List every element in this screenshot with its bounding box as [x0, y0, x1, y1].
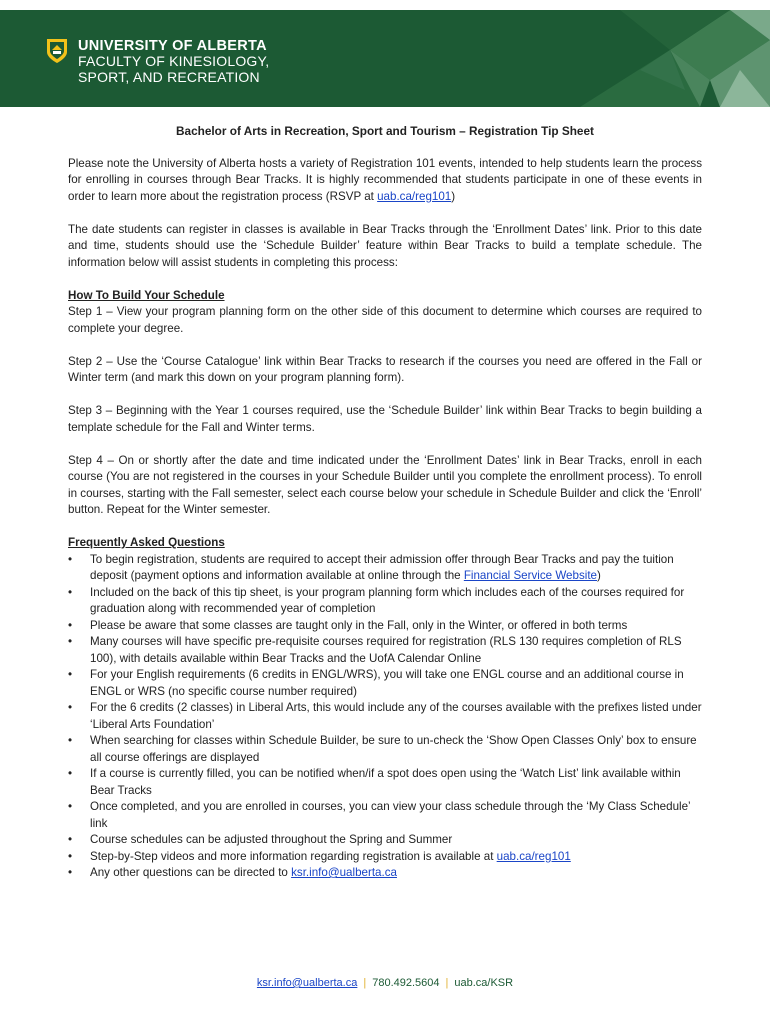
faq-list — [68, 552, 702, 882]
financial-service-link[interactable]: Financial Service Website — [463, 569, 597, 582]
faq-item: • Included on the back of this tip sheet, is your program planning form which includes each of the courses required for graduation along with recommended year of completion — [68, 585, 702, 618]
footer-web: uab.ca/KSR — [454, 977, 514, 989]
footer-phone: 780.492.5604 — [372, 977, 440, 989]
faculty-name-line1: FACULTY OF KINESIOLOGY, — [78, 53, 270, 69]
faq-heading: Frequently Asked Questions — [68, 536, 225, 549]
build-schedule-heading: How To Build Your Schedule — [68, 288, 225, 302]
faq-item: • When searching for classes within Schedule Builder, be sure to un-check the ‘Show Open Classes Only’ box to ensure all course offerings are displayed — [68, 733, 702, 766]
footer-separator: | — [363, 977, 367, 989]
faq-item: • Any other questions can be directed to ksr.info@ualberta.ca — [68, 865, 702, 882]
faq-item: • Step-by-Step videos and more information regarding registration is available at uab.ca/reg101 — [68, 849, 702, 866]
step-4: Step 4 – On or shortly after the date and time indicated under the ‘Enrollment Dates’ link in Bear Tracks, enroll in each course (You are not registered in the courses in your Schedule Builder until you complete the enrollment process). To enroll in courses, starting with the Fall semester, select each course below your schedule in Schedule Builder and click the ‘Enroll’ button. Repeat for the Winter semester. — [68, 453, 702, 516]
faculty-name-line2: SPORT, AND RECREATION — [78, 68, 260, 85]
faq-item: • Course schedules can be adjusted throughout the Spring and Summer — [68, 832, 702, 849]
intro-paragraph-1 — [68, 156, 702, 206]
faq-item: • Please be aware that some classes are taught only in the Fall, only in the Winter, or offered in both terms — [68, 618, 702, 635]
university-crest-icon — [46, 38, 68, 64]
footer-email-link[interactable]: ksr.info@ualberta.ca — [256, 977, 358, 989]
document-body — [68, 120, 702, 882]
faq-item: • For the 6 credits (2 classes) in Liberal Arts, this would include any of the courses available with the prefixes listed under ‘Liberal Arts Foundation’ — [68, 700, 702, 733]
reg101-link-faq[interactable]: uab.ca/reg101 — [496, 849, 571, 863]
step-3: Step 3 – Beginning with the Year 1 courses required, use the ‘Schedule Builder’ link within Bear Tracks to begin building a template schedule for the Fall and Winter terms. — [68, 404, 702, 434]
document-title: Bachelor of Arts in Recreation, Sport and Tourism – Registration Tip Sheet — [176, 124, 594, 138]
reg101-link[interactable]: uab.ca/reg101 — [377, 189, 452, 203]
decorative-polygon-pattern — [470, 10, 770, 107]
email-link-faq[interactable]: ksr.info@ualberta.ca — [291, 866, 397, 879]
faq-item: • To begin registration, students are required to accept their admission offer through Bear Tracks and pay the tuition deposit (payment options and information available at online through the Financial Service Website) — [68, 552, 702, 585]
faq-item: • For your English requirements (6 credits in ENGL/WRS), you will take one ENGL course and an additional course in ENGL or WRS (no specific course number required) — [68, 667, 702, 700]
intro-text: Please note the University of Alberta hosts a variety of Registration 101 events, intended to help students learn the process for enrolling in courses through Bear Tracks. It is highly recommended that students participate in one of these events in order to learn more about the registration process (RSVP at — [68, 156, 702, 203]
university-name: UNIVERSITY OF ALBERTA — [78, 38, 267, 54]
faq-item: • Many courses will have specific pre-requisite courses required for registration (RLS 130 requires completion of RLS 100), with details available within Bear Tracks and the UofA Calendar Online — [68, 634, 702, 667]
footer-separator: | — [445, 977, 449, 989]
step-1: Step 1 – View your program planning form on the other side of this document to determine which courses are required to complete your degree. — [68, 305, 702, 335]
intro-paragraph-2: The date students can register in classes is available in Bear Tracks through the ‘Enrollment Dates’ link. Prior to this date and time, students should use the ‘Schedule Builder’ feature within Bear Tracks to build a template schedule. The information below will assist students in completing this process: — [68, 222, 702, 269]
page-header — [0, 10, 770, 107]
faculty-wordmark — [78, 38, 269, 85]
page-footer — [0, 977, 770, 989]
faq-item: • If a course is currently filled, you can be notified when/if a spot does open using the ‘Watch List’ link available within Bear Tracks — [68, 766, 702, 799]
step-2: Step 2 – Use the ‘Course Catalogue’ link within Bear Tracks to research if the courses you need are offered in the Fall or Winter term (and mark this down on your program planning form). — [68, 354, 702, 384]
intro-text-end: ) — [451, 189, 456, 203]
faq-item: • Once completed, and you are enrolled in courses, you can view your class schedule through the ‘My Class Schedule’ link — [68, 799, 702, 832]
